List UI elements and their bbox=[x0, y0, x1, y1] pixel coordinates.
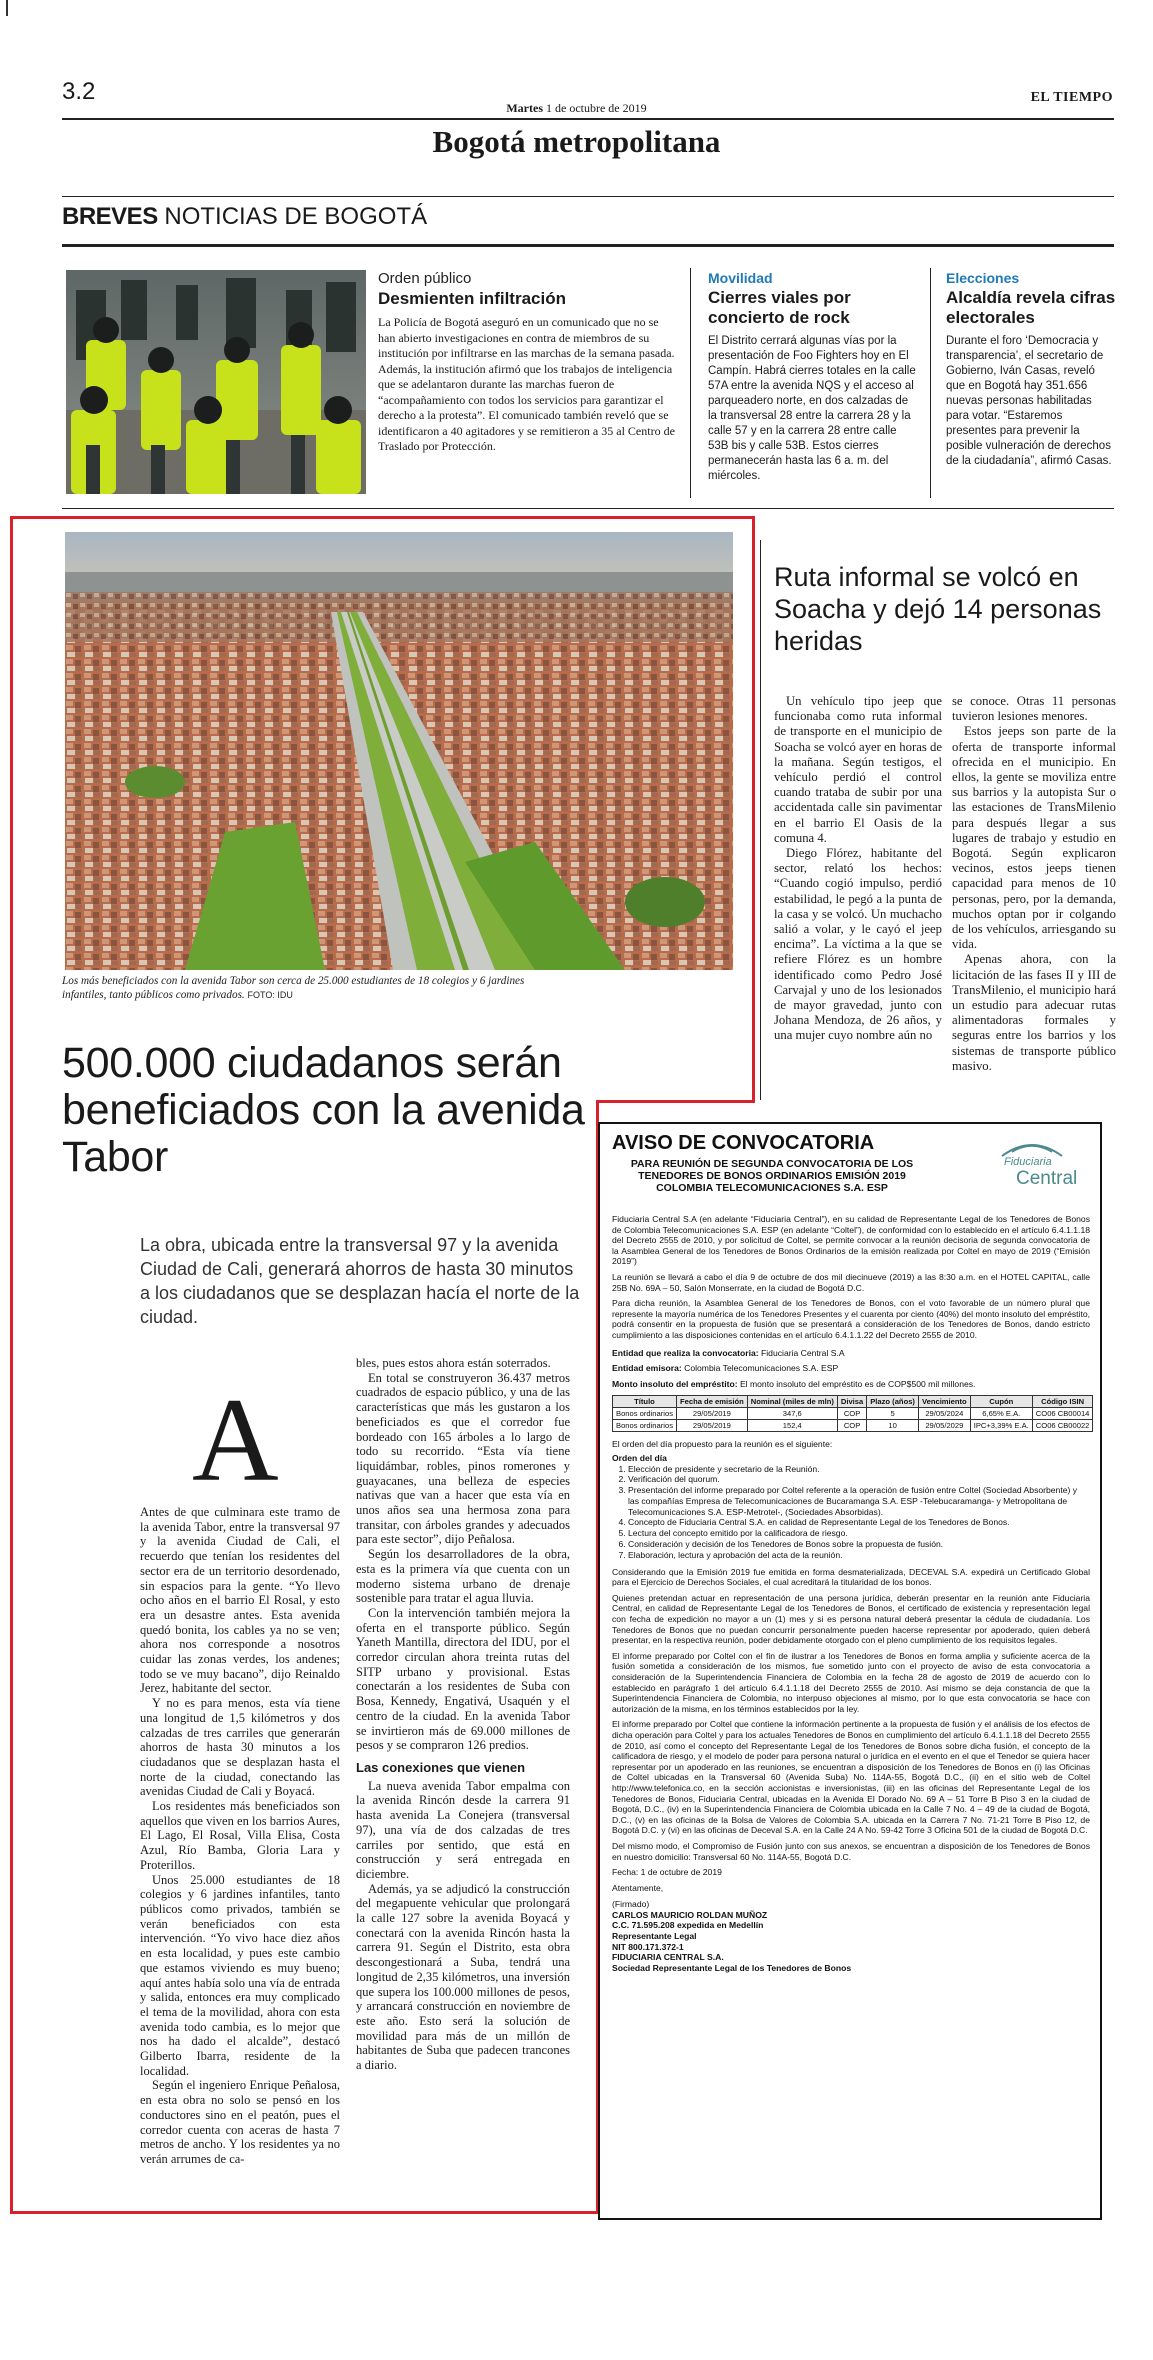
table-cell: CO06 CB00022 bbox=[1032, 1420, 1093, 1432]
table-header-cell: Título bbox=[613, 1396, 677, 1408]
table-header-cell: Código ISIN bbox=[1032, 1396, 1093, 1408]
ad-signature-name: CARLOS MAURICIO ROLDAN MUÑOZ bbox=[612, 1909, 768, 1920]
breves-rule bbox=[62, 244, 1114, 247]
table-cell: 29/05/2019 bbox=[677, 1420, 748, 1432]
ad-paragraph: Considerando que la Emisión 2019 fue emitida en forma desmaterializada, DECEVAL S.A. expedirá un Certificado Global para el Ejercicio de Derechos Sociales, el cual acreditará la titularidad de los bonos. bbox=[612, 1566, 1090, 1588]
table-header-cell: Nominal (miles de mln) bbox=[747, 1396, 837, 1408]
section-title: Bogotá metropolitana bbox=[432, 124, 721, 159]
ad-paragraph: El informe preparado por Coltel con el fin de ilustrar a los Tenedores de Bonos en forma amplia y suficiente acerca de la fusión sometida a consideración de los mismos, fue sometido junto con el proyecto de aviso de esta convocatoria a consideración de la Superintendencia Financiera de Colombia en la fecha 28 de agosto de 2019 de acuerdo con lo establecido en parágrafo 1 del artículo 6.4.1.1.18 del Decreto 2555 de 2010. Así mismo se deja constancia de que la Superintendencia Financiera de Colombia, no interpuso objeciones al mismo, por lo que esta convocatoria se hace con autorización de la misma, en los términos establecidos por la ley. bbox=[612, 1650, 1090, 1714]
table-cell: 29/05/2019 bbox=[677, 1408, 748, 1420]
list-item: 6. Consideración y decisión de los Tenedores de Bonos sobre la propuesta de fusión. bbox=[628, 1539, 1090, 1550]
main-lead: La obra, ubicada entre la transversal 97 y la avenida Ciudad de Cali, generará ahorros de hasta 30 minutos a los ciudadanos que se desplazan hacía el norte de la ciudad. bbox=[140, 1235, 580, 1327]
breves-bold: BREVES bbox=[62, 203, 158, 230]
newspaper-brand: EL TIEMPO bbox=[1030, 90, 1113, 105]
list-item: 3. Presentación del informe preparado por Coltel referente a la operación de fusión entre Coltel (Sociedad Absorbente) y las compañías Empresa de Telecomunicaciones de Bucaramanga S.A. ESP -Telebucaramanga- y Metropolitana de Telecomunicaciones S.A. ESP-Metrotel-, (Sociedades Absorbidas). bbox=[628, 1485, 1090, 1517]
main-paragraph: Con la intervención también mejora la oferta en el transporte público. Según Yaneth Mantilla, directora del IDU, por el corredor circulan ahora treinta rutas del SITP urbano y provisional. Estas conectarán a los residentes de Suba con Bosa, Kennedy, Engativá, Usaquén y el centro de la ciudad. En la avenida Tabor se invirtieron más de 69.000 millones de pesos y se compraron 126 predios. bbox=[356, 1605, 570, 1753]
ad-entity-label: Entidad que realiza la convocatoria: bbox=[612, 1347, 759, 1358]
soacha-col-2 bbox=[952, 694, 1116, 1074]
table-header-cell: Vencimiento bbox=[918, 1396, 970, 1408]
table-cell: 6,65% E.A. bbox=[970, 1408, 1032, 1420]
convocatoria-ad bbox=[598, 1122, 1102, 2220]
table-cell: 5 bbox=[867, 1408, 919, 1420]
list-item: 5. Lectura del concepto emitido por la calificadora de riesgo. bbox=[628, 1528, 1090, 1539]
column-divider bbox=[930, 268, 931, 498]
ad-monto-value: El monto insoluto del empréstito es de COP$500 mil millones. bbox=[739, 1378, 976, 1389]
breves-bottom-rule bbox=[62, 508, 1114, 509]
logo-word-top: Fiduciaria bbox=[1004, 1156, 1052, 1168]
issue-date bbox=[0, 101, 1153, 116]
column-divider bbox=[690, 268, 691, 498]
ad-paragraph: Fiduciaria Central S.A (en adelante “Fiduciaria Central”), en su calidad de Representante Legal de los Tenedores de Bonos de Colombia Telecomunicaciones S.A. ESP (en adelante “Coltel”), de conformidad con lo establecido en el artículo 6.4.1.1.18 del Decreto 2555 de 2010, y por solicitud de Coltel, se permite convocar a la reunión decisoria de segunda convocatoria de la Asamblea General de los Tenedores de Bonos Ordinarios de la emisión realizada por Coltel en mayo de 2019 (“Emisión 2019”) bbox=[612, 1214, 1090, 1267]
soacha-paragraph: Diego Flórez, habitante del sector, relató los hechos: “Cuando cogió impulso, perdió estabilidad, le pegó a la punta de la casa y se volcó. Un muchacho salió a volar, y le cayó el jeep encima”. La víctima a la que se refiere Flórez es un hombre identificado como Pedro José Carvajal y uno de los lesionados de mayor gravedad, junto con Johana Mendoza, de 26 años, y una mujer cuyo nombre aún no bbox=[774, 846, 942, 1043]
fiduciaria-central-logo bbox=[982, 1134, 1082, 1194]
ad-title: AVISO DE CONVOCATORIA bbox=[612, 1132, 875, 1154]
table-cell: 152,4 bbox=[747, 1420, 837, 1432]
bonds-table bbox=[612, 1395, 1093, 1432]
soacha-paragraph: Estos jeeps son parte de la oferta de transporte informal ofrecida en el municipio. En ellos, la gente se moviliza entre sus barrios y la autopista Sur o las estaciones de TransMilenio para después llegar a sus lugares de trabajo y estudio en Bogotá. Según explicaron vecinos, estos jeeps tienen capacidad para menos de 10 personas, pero, por la demanda, muchos optan por ir colgando de los vehículos, arriesgando su vida. bbox=[952, 724, 1116, 952]
highlight-frame-left bbox=[10, 516, 13, 2214]
highlight-frame-top bbox=[10, 516, 755, 519]
date-weekday: Martes bbox=[506, 101, 543, 115]
breve-kicker: Elecciones bbox=[946, 270, 1020, 286]
breve-headline: Alcaldía revela cifras electorales bbox=[946, 288, 1116, 327]
ad-fecha: Fecha: 1 de octubre de 2019 bbox=[612, 1867, 722, 1878]
ad-subtitle: PARA REUNIÓN DE SEGUNDA CONVOCATORIA DE LOS TENEDORES DE BONOS ORDINARIOS EMISIÓN 2019 COLOMBIA TELECOMUNICACIONES S.A. ESP bbox=[630, 1158, 914, 1194]
table-cell: Bonos ordinarios bbox=[613, 1408, 677, 1420]
page-number: 3.2 bbox=[62, 78, 96, 105]
soacha-paragraph: Un vehículo tipo jeep que funcionaba como ruta informal de transporte en el municipio de Soacha se volcó ayer en horas de la mañana. Según testigos, el vehículo perdió el control cuando trataba de subir por una accidentada calle sin pavimentar en el barrio El Oasis de la comuna 4. bbox=[774, 694, 942, 845]
main-subhead: Las conexiones que vienen bbox=[356, 1759, 526, 1775]
table-cell: IPC+3,39% E.A. bbox=[970, 1420, 1032, 1432]
main-paragraph: En total se construyeron 36.437 metros cuadrados de espacio público, y una de las características que más les gustaron a los beneficiados es que el corredor fue bordeado con 165 árboles a lo largo de todo su recorrido. “Esta vía tiene liquidámbar, robles, pinos romerones y guayacanes, una belleza de especies nativas que van a hacer que esta vía en unos años sea una hermosa zona para transitar, con árboles grandes y adecuados para este sector”, dijo Peñalosa. bbox=[356, 1370, 570, 1547]
breve-movilidad bbox=[708, 270, 918, 484]
ad-signature-nit: NIT 800.171.372-1 bbox=[612, 1941, 684, 1952]
main-paragraph: Según el ingeniero Enrique Peñalosa, en esta obra no solo se pensó en los conductores sino en el peatón, pues el corredor cuenta con aceras de hasta 7 metros de ancho. Y los residentes ya no verán arrumes de ca- bbox=[140, 2078, 340, 2166]
ad-orden-title: Orden del día bbox=[612, 1452, 667, 1463]
table-header-cell: Cupón bbox=[970, 1396, 1032, 1408]
main-paragraph: Los residentes más beneficiados son aquellos que viven en los barrios Aures, El Lago, El Rosal, Villa Elisa, Costa Azul, Río Bamba, Gloria Lara y Proterillos. bbox=[140, 1799, 340, 1872]
column-divider bbox=[760, 540, 761, 1100]
breve-elecciones bbox=[946, 270, 1116, 469]
ad-entity-value: Fiduciaria Central S.A bbox=[761, 1347, 845, 1358]
breve-body: La Policía de Bogotá aseguró en un comunicado que no se han abierto investigaciones en contra de miembros de su institución por infiltrarse en las marchas de la semana pasada. Además, la institución afirmó que los trabajos de inteligencia que se adelantaron durante las marchas fueron de “acompañamiento con todos los servicios para garantizar el derecho a la protesta”. El comunicado también reveló que se identificaron a 40 agitadores y se remitieron a 35 al Centro de Traslado por Protección. bbox=[378, 315, 675, 453]
margin-tick bbox=[6, 0, 8, 16]
ad-signature-desc: Sociedad Representante Legal de los Tenedores de Bonos bbox=[612, 1962, 852, 1973]
main-paragraph: Además, ya se adjudicó la construcción del megapuente vehicular que prolongará la calle 127 sobre la avenida Boyacá y conectará con la avenida Rincón hasta la carrera 91. Según el Distrito, esta obra descongestionará a Suba, tendrá una longitud de 2,35 kilómetros, una inversión que supera los 100.000 millones de pesos, y arrancará construcción en noviembre de este año. Esto será la solución de movilidad para más de un millón de habitantes de Suba que padecen trancones a diario. bbox=[356, 1881, 570, 2073]
date-rest: 1 de octubre de 2019 bbox=[546, 101, 647, 115]
ad-entity-2 bbox=[612, 1363, 1090, 1374]
list-item: 4. Concepto de Fiduciaria Central S.A. en calidad de Representante Legal de los Tenedores de Bonos. bbox=[628, 1517, 1090, 1528]
main-paragraph: Unos 25.000 estudiantes de 18 colegios y 6 jardines infantiles, tanto públicos como privados, también se verán beneficiados con esta intervención. “Yo vivo hace diez años en esta localidad, y pues este cambio que estamos viviendo es muy bueno; aquí antes había solo una vía de entrada y salida, entonces era muy complicado el tema de la movilidad, ahora con esta avenida todo cambia, es lo mejor que nos ha dado el alcalde”, destacó Gilberto Ibarra, residente de la localidad. bbox=[140, 1872, 340, 2078]
orden-del-dia-list bbox=[628, 1464, 1090, 1561]
table-header-cell: Plazo (años) bbox=[867, 1396, 919, 1408]
photo-credit: FOTO: IDU bbox=[247, 990, 293, 1000]
ad-body bbox=[612, 1214, 1090, 1973]
drop-cap: A bbox=[192, 1373, 279, 1506]
main-col-2 bbox=[356, 1356, 570, 2073]
photo-caption bbox=[62, 974, 532, 1002]
ad-signature-id: C.C. 71.595.208 expedida en Medellín bbox=[612, 1920, 764, 1931]
ad-signature-company: FIDUCIARIA CENTRAL S.A. bbox=[612, 1952, 724, 1963]
aerial-avenue-photo bbox=[65, 532, 733, 970]
soacha-headline: Ruta informal se volcó en Soacha y dejó 14 personas heridas bbox=[774, 562, 1102, 656]
ad-signature-role: Representante Legal bbox=[612, 1931, 697, 1942]
table-cell: CO06 CB00014 bbox=[1032, 1408, 1093, 1420]
main-paragraph: Y no es para menos, esta vía tiene una longitud de 1,5 kilómetros y dos calzadas de tres carriles que generarán ahorros de hasta 30 minutos a los ciudadanos que se desplazan hasta el norte de la ciudad, conectando las avenidas Ciudad de Cali y Boyacá. bbox=[140, 1696, 340, 1799]
caption-text: Los más beneficiados con la avenida Tabor son cerca de 25.000 estudiantes de 18 colegios y 6 jardines infantiles, tanto públicos como privados. bbox=[62, 975, 525, 1001]
breve-kicker: Movilidad bbox=[708, 270, 773, 286]
ad-entity-value: Colombia Telecomunicaciones S.A. ESP bbox=[684, 1363, 839, 1374]
breve-body: El Distrito cerrará algunas vías por la presentación de Foo Fighters hoy en El Campín. Habrá cierres totales en la calle 57A entre la avenida NQS y el acceso al parqueadero norte, en dos calzadas de la transversal 28 entre la carrera 28 y la calle 57 y en la carrera 28 entre calle 53B bis y calle 53B. Estos cierres permanecerán hasta las 6 a. m. del miércoles. bbox=[708, 335, 916, 482]
breve-body: Durante el foro ‘Democracia y transparencia’, el secretario de Gobierno, Iván Casas, reveló que en Bogotá hay 351.656 nuevas personas habilitadas para votar. “Estaremos presentes para prevenir la posible vulneración de derechos de la ciudadanía”, afirmó Casas. bbox=[946, 335, 1112, 467]
ad-paragraph: La reunión se llevará a cabo el día 9 de octubre de dos mil diecinueve (2019) a las 8:30 a.m. en el HOTEL CAPITAL, calle 25B No. 69A – 50, Salón Monserrate, en la ciudad de Bogotá D.C. bbox=[612, 1271, 1090, 1293]
ad-paragraph: Quienes pretendan actuar en representación de una persona jurídica, deberán presentar en la reunión ante Fiduciaria Central, en calidad de Representante Legal de los Tenedores de Bonos, el certificado de existencia y representación legal con fecha de expedición no mayor a un (1) mes y si es persona natural deberá presentar la cédula de ciudadanía. Los Tenedores de Bonos que no puedan concurrir personalmente pueden hacerse representar por apoderado, quien deberá presentar, en la respectiva reunión, poder debidamente otorgado con el pleno cumplimiento de los requisitos legales. bbox=[612, 1592, 1090, 1646]
table-cell: 347,6 bbox=[747, 1408, 837, 1420]
breve-headline: Cierres viales por concierto de rock bbox=[708, 288, 851, 327]
table-cell: COP bbox=[837, 1420, 866, 1432]
logo-word-bottom: Central bbox=[1016, 1168, 1078, 1189]
main-col-1 bbox=[140, 1505, 340, 2167]
main-paragraph: Antes de que culminara este tramo de la avenida Tabor, entre la transversal 97 y la avenida Ciudad de Cali, el recuerdo que tenían los residentes del sector era de un territorio desordenado, sin espacios para la gente. “Yo llevo ocho años en el barrio El Rosal, y esto era un desastre antes. Esta avenida quedó bonita, los cables ya no se ven; ahora nos corresponde a nosotros cuidar las zonas verdes, los andenes; todo se ve muy bacano”, dijo Reinaldo Jerez, habitante del sector. bbox=[140, 1505, 340, 1696]
main-paragraph: Según los desarrolladores de la obra, esta es la primera vía que cuenta con un moderno sistema urbano de drenaje sostenible para tratar el agua lluvia. bbox=[356, 1547, 570, 1606]
table-cell: Bonos ordinarios bbox=[613, 1420, 677, 1432]
breves-rest: NOTICIAS DE BOGOTÁ bbox=[164, 203, 428, 230]
ad-paragraph: El informe preparado por Coltel que contiene la información pertinente a la propuesta de fusión y el análisis de los efectos de dicha operación para Coltel y para los actuales Tenedores de Bonos en cumplimiento del artículo 6.4.1.1.18 del Decreto 2555 de 2010, así como el concepto del Representante Legal de los Tenedores de Bonos sobre dicha fusión, el concepto de la calificadora de riesgo, y el modelo de poder para persona natural o jurídica en el evento en el que el Tenedor se quiera hacer representar por un apoderado en las reuniones, se encuentran a disposición de los Tenedores de Bonos en (i) las Oficinas de Coltel ubicadas en la Transversal 60 (Avenida Suba) No. 114A-55, Bogotá D.C., (ii) en el sitio web de Coltel http://www.telefonica.co, en la sección accionistas e inversionistas, (iii) en las oficinas del Representante Legal de los Tenedores de Bonos, Fiduciaria Central, ubicadas en la Avenida El Dorado No. 69 A – 51 Torre B Piso 3 en la ciudad de Bogotá, D.C., (iv) en la Superintendencia Financiera de Colombia ubicada en la Calle 7 No. 4 – 49 de la ciudad de Bogotá, D.C., (v) en las oficinas de la Bolsa de Valores de Colombia S.A. ubicada en la Carrera 7 No. 71-21 Torre B Piso 12, de Bogotá D.C. y (vi) en las oficinas de Deceval S.A. en la Calle 24 A No. 59-42 Torre 3 Oficina 501 de la ciudad de Bogotá D.C. bbox=[612, 1719, 1090, 1836]
breve-orden-publico bbox=[378, 270, 678, 455]
highlight-frame-bottom bbox=[10, 2211, 599, 2214]
soacha-paragraph: Apenas ahora, con la licitación de las fases II y III de TransMilenio, el municipio hará un estudio para adecuar rutas alimentadoras formales y seguras entre los barrios y los sistemas de transporte público masivo. bbox=[952, 952, 1116, 1073]
breves-label bbox=[62, 203, 427, 231]
main-paragraph: La nueva avenida Tabor empalma con la avenida Rincón desde la carrera 91 hasta avenida La Conejera (transversal 97), una vía de dos calzadas de tres carriles por sentido, que está en construcción y será entregada en diciembre. bbox=[356, 1778, 570, 1881]
ad-monto bbox=[612, 1379, 1090, 1390]
list-item: 1. Elección de presidente y secretario de la Reunión. bbox=[628, 1464, 1090, 1475]
table-cell: 29/05/2029 bbox=[918, 1420, 970, 1432]
table-cell: 29/05/2024 bbox=[918, 1408, 970, 1420]
ad-paragraph: Para dicha reunión, la Asamblea General de los Tenedores de Bonos, con el voto favorable de un número plural que represente la mayoría numérica de los Tenedores Presentes y el cuarenta por ciento (40%) del monto insoluto del empréstito, podrá consentir en la propuesta de fusión que se presentará a consideración de los Tenedores de Bonos, dando estricto cumplimiento a las disposiciones contenidas en el artículo 6.4.1.1.22 del Decreto 2555 de 2010. bbox=[612, 1298, 1091, 1340]
ad-monto-label: Monto insoluto del empréstito: bbox=[612, 1378, 738, 1389]
table-cell: COP bbox=[837, 1408, 866, 1420]
ad-orden-intro: El orden del día propuesto para la reunión es el siguiente: bbox=[612, 1439, 833, 1450]
table-header-cell: Fecha de emisión bbox=[677, 1396, 748, 1408]
list-item: 7. Elaboración, lectura y aprobación del acta de la reunión. bbox=[628, 1550, 1090, 1561]
ad-entity-1 bbox=[612, 1348, 1090, 1359]
ad-firmado: (Firmado) bbox=[612, 1899, 650, 1910]
table-row bbox=[613, 1408, 1093, 1420]
table-cell: 10 bbox=[867, 1420, 919, 1432]
soacha-col-1 bbox=[774, 694, 942, 1044]
main-headline: 500.000 ciudadanos serán beneficiados con la avenida Tabor bbox=[62, 1039, 585, 1181]
table-row bbox=[613, 1420, 1093, 1432]
riot-police-photo bbox=[66, 270, 366, 494]
highlight-frame-right-upper bbox=[752, 516, 755, 1102]
list-item: 2. Verificación del quorum. bbox=[628, 1474, 1090, 1485]
breve-headline: Desmienten infiltración bbox=[378, 289, 566, 308]
breve-kicker: Orden público bbox=[378, 270, 472, 287]
bonds-table-header bbox=[613, 1396, 1093, 1408]
section-rule bbox=[62, 196, 1114, 197]
main-paragraph: bles, pues estos ahora están soterrados. bbox=[356, 1356, 551, 1370]
header-rule bbox=[62, 118, 1114, 120]
ad-paragraph: Del mismo modo, el Compromiso de Fusión junto con sus anexos, se encuentran a disposición de los Tenedores de Bonos en nuestro domicilio: Transversal 60 No. 114A-55, Bogotá D.C. bbox=[612, 1840, 1090, 1862]
ad-atentamente: Atentamente, bbox=[612, 1882, 664, 1893]
ad-entity-label: Entidad emisora: bbox=[612, 1363, 682, 1374]
soacha-paragraph: se conoce. Otras 11 personas tuvieron lesiones menores. bbox=[952, 694, 1116, 724]
table-header-cell: Divisa bbox=[837, 1396, 866, 1408]
